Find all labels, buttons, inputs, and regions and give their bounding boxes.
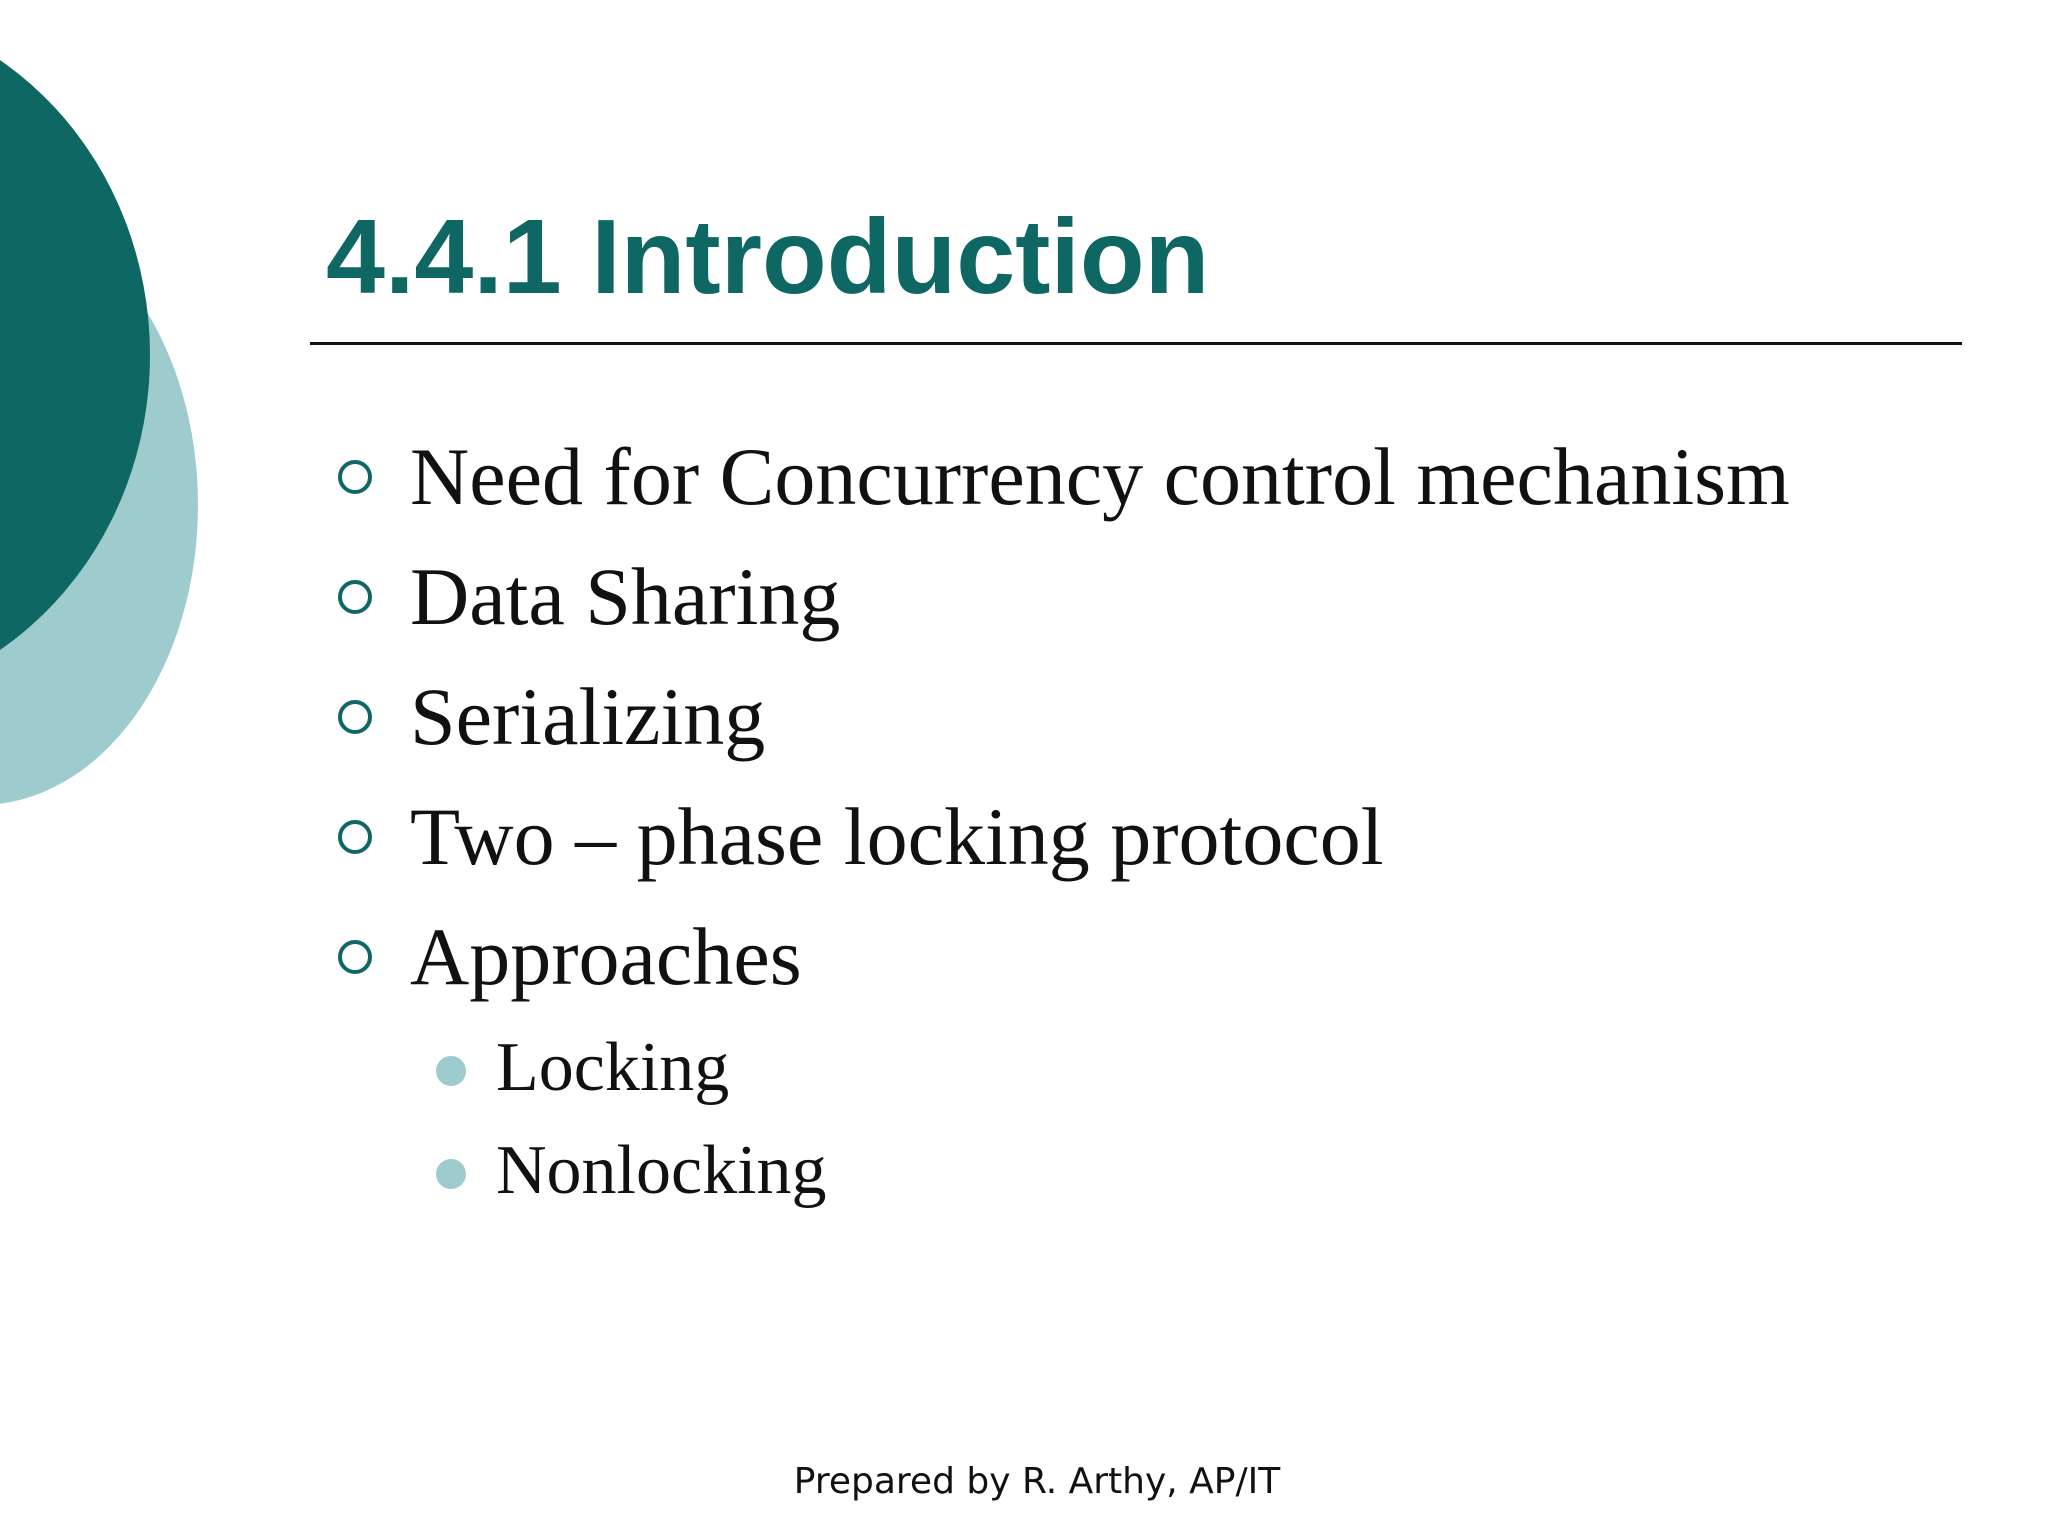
sub-bullet-text: Locking (496, 1029, 730, 1106)
slide-footer: Prepared by R. Arthy, AP/IT (793, 1461, 1281, 1502)
hollow-circle-icon (338, 940, 372, 974)
sub-bullet-text: Nonlocking (496, 1132, 827, 1209)
bullet-text: Need for Concurrency control mechanism (410, 431, 1790, 522)
title-divider (310, 342, 1962, 345)
hollow-circle-icon (338, 700, 372, 734)
sub-bullet-item (436, 1023, 1936, 1113)
bullet-item (338, 547, 1988, 647)
hollow-circle-icon (338, 460, 372, 494)
sub-bullet-item (436, 1126, 1936, 1216)
hollow-circle-icon (338, 820, 372, 854)
bullet-text: Data Sharing (410, 551, 841, 642)
filled-circle-icon (436, 1159, 466, 1189)
bullet-item (338, 667, 1988, 767)
bullet-item (338, 427, 1988, 527)
bullet-item (338, 907, 1988, 1007)
bullet-text: Serializing (410, 671, 766, 762)
hollow-circle-icon (338, 580, 372, 614)
bullet-text: Two – phase locking protocol (410, 791, 1384, 882)
bullet-text: Approaches (410, 911, 802, 1002)
bullet-item (338, 787, 1988, 887)
slide-title: 4.4.1 Introduction (326, 198, 1210, 316)
decorative-circles (0, 0, 220, 820)
filled-circle-icon (436, 1056, 466, 1086)
